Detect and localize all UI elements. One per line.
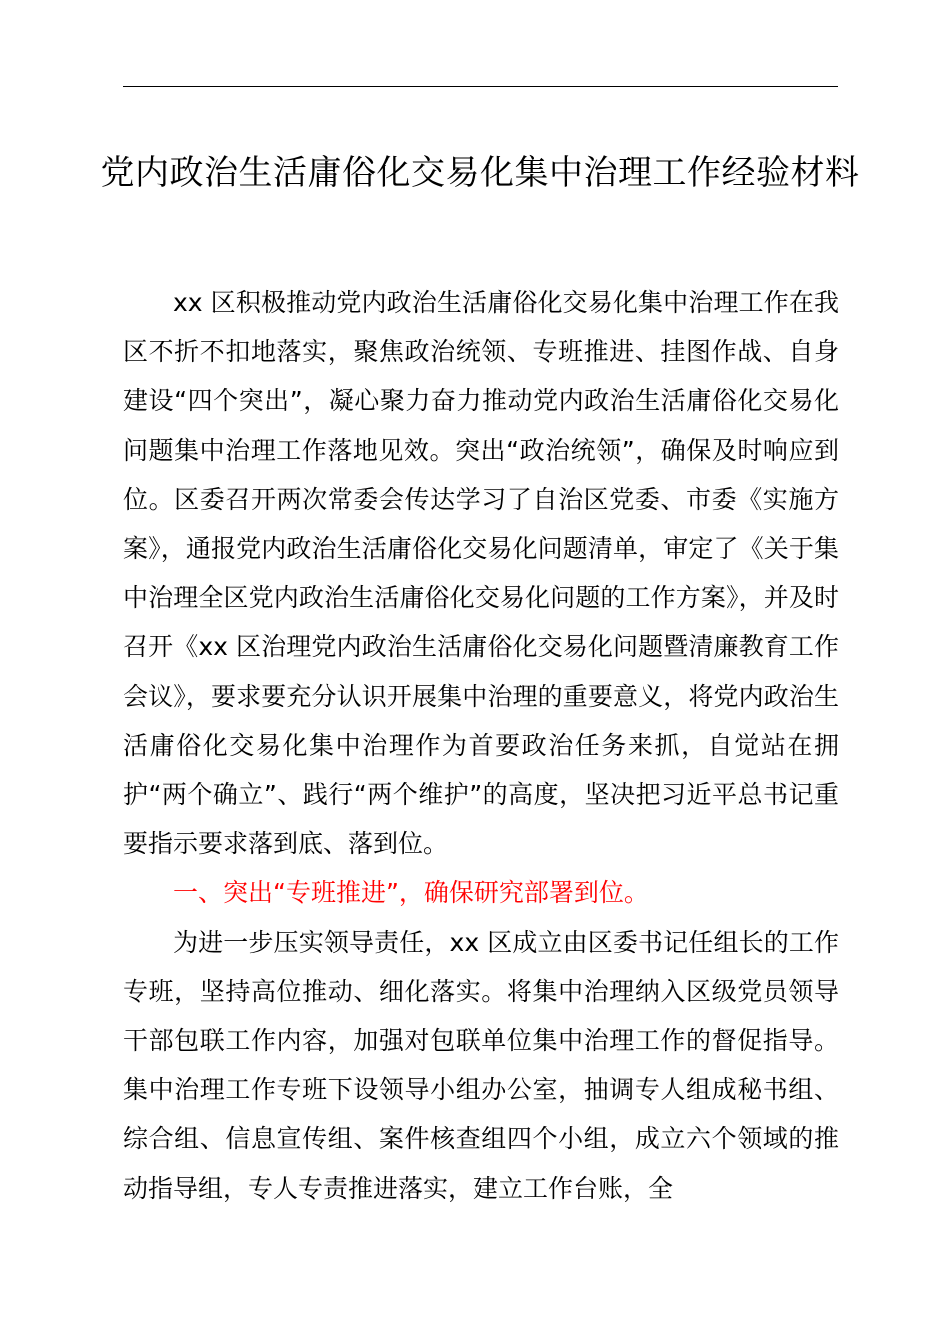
- document-title: 党内政治生活庸俗化交易化集中治理工作经验材料: [100, 153, 860, 193]
- document-body: [123, 278, 839, 1213]
- header-rule: [123, 86, 838, 87]
- section-heading-1: 一、突出“专班推进”，确保研究部署到位。: [173, 878, 649, 908]
- body-paragraph-section-1: 为进一步压实领导责任，xx 区成立由区委书记任组长的工作专班，坚持高位推动、细化落实。将集中治理纳入区级党员领导干部包联工作内容，加强对包联单位集中治理工作的督促指导。集中治理工作专班下设领导小组办公室，抽调专人组成秘书组、综合组、信息宣传组、案件核查组四个小组，成立六个领域的推动指导组，专人专责推进落实，建立工作台账，全: [123, 927, 839, 1203]
- body-paragraph-intro: xx 区积极推动党内政治生活庸俗化交易化集中治理工作在我区不折不扣地落实，聚焦政治统领、专班推进、挂图作战、自身建设“四个突出”，凝心聚力奋力推动党内政治生活庸俗化交易化问题集中治理工作落地见效。突出“政治统领”，确保及时响应到位。区委召开两次常委会传达学习了自治区党委、市委《实施方案》，通报党内政治生活庸俗化交易化问题清单，审定了《关于集中治理全区党内政治生活庸俗化交易化问题的工作方案》，并及时召开《xx 区治理党内政治生活庸俗化交易化问题暨清廉教育工作会议》，要求要充分认识开展集中治理的重要意义，将党内政治生活庸俗化交易化集中治理作为首要政治任务来抓，自觉站在拥护“两个确立”、践行“两个维护”的高度，坚决把习近平总书记重要指示要求落到底、落到位。: [123, 288, 839, 859]
